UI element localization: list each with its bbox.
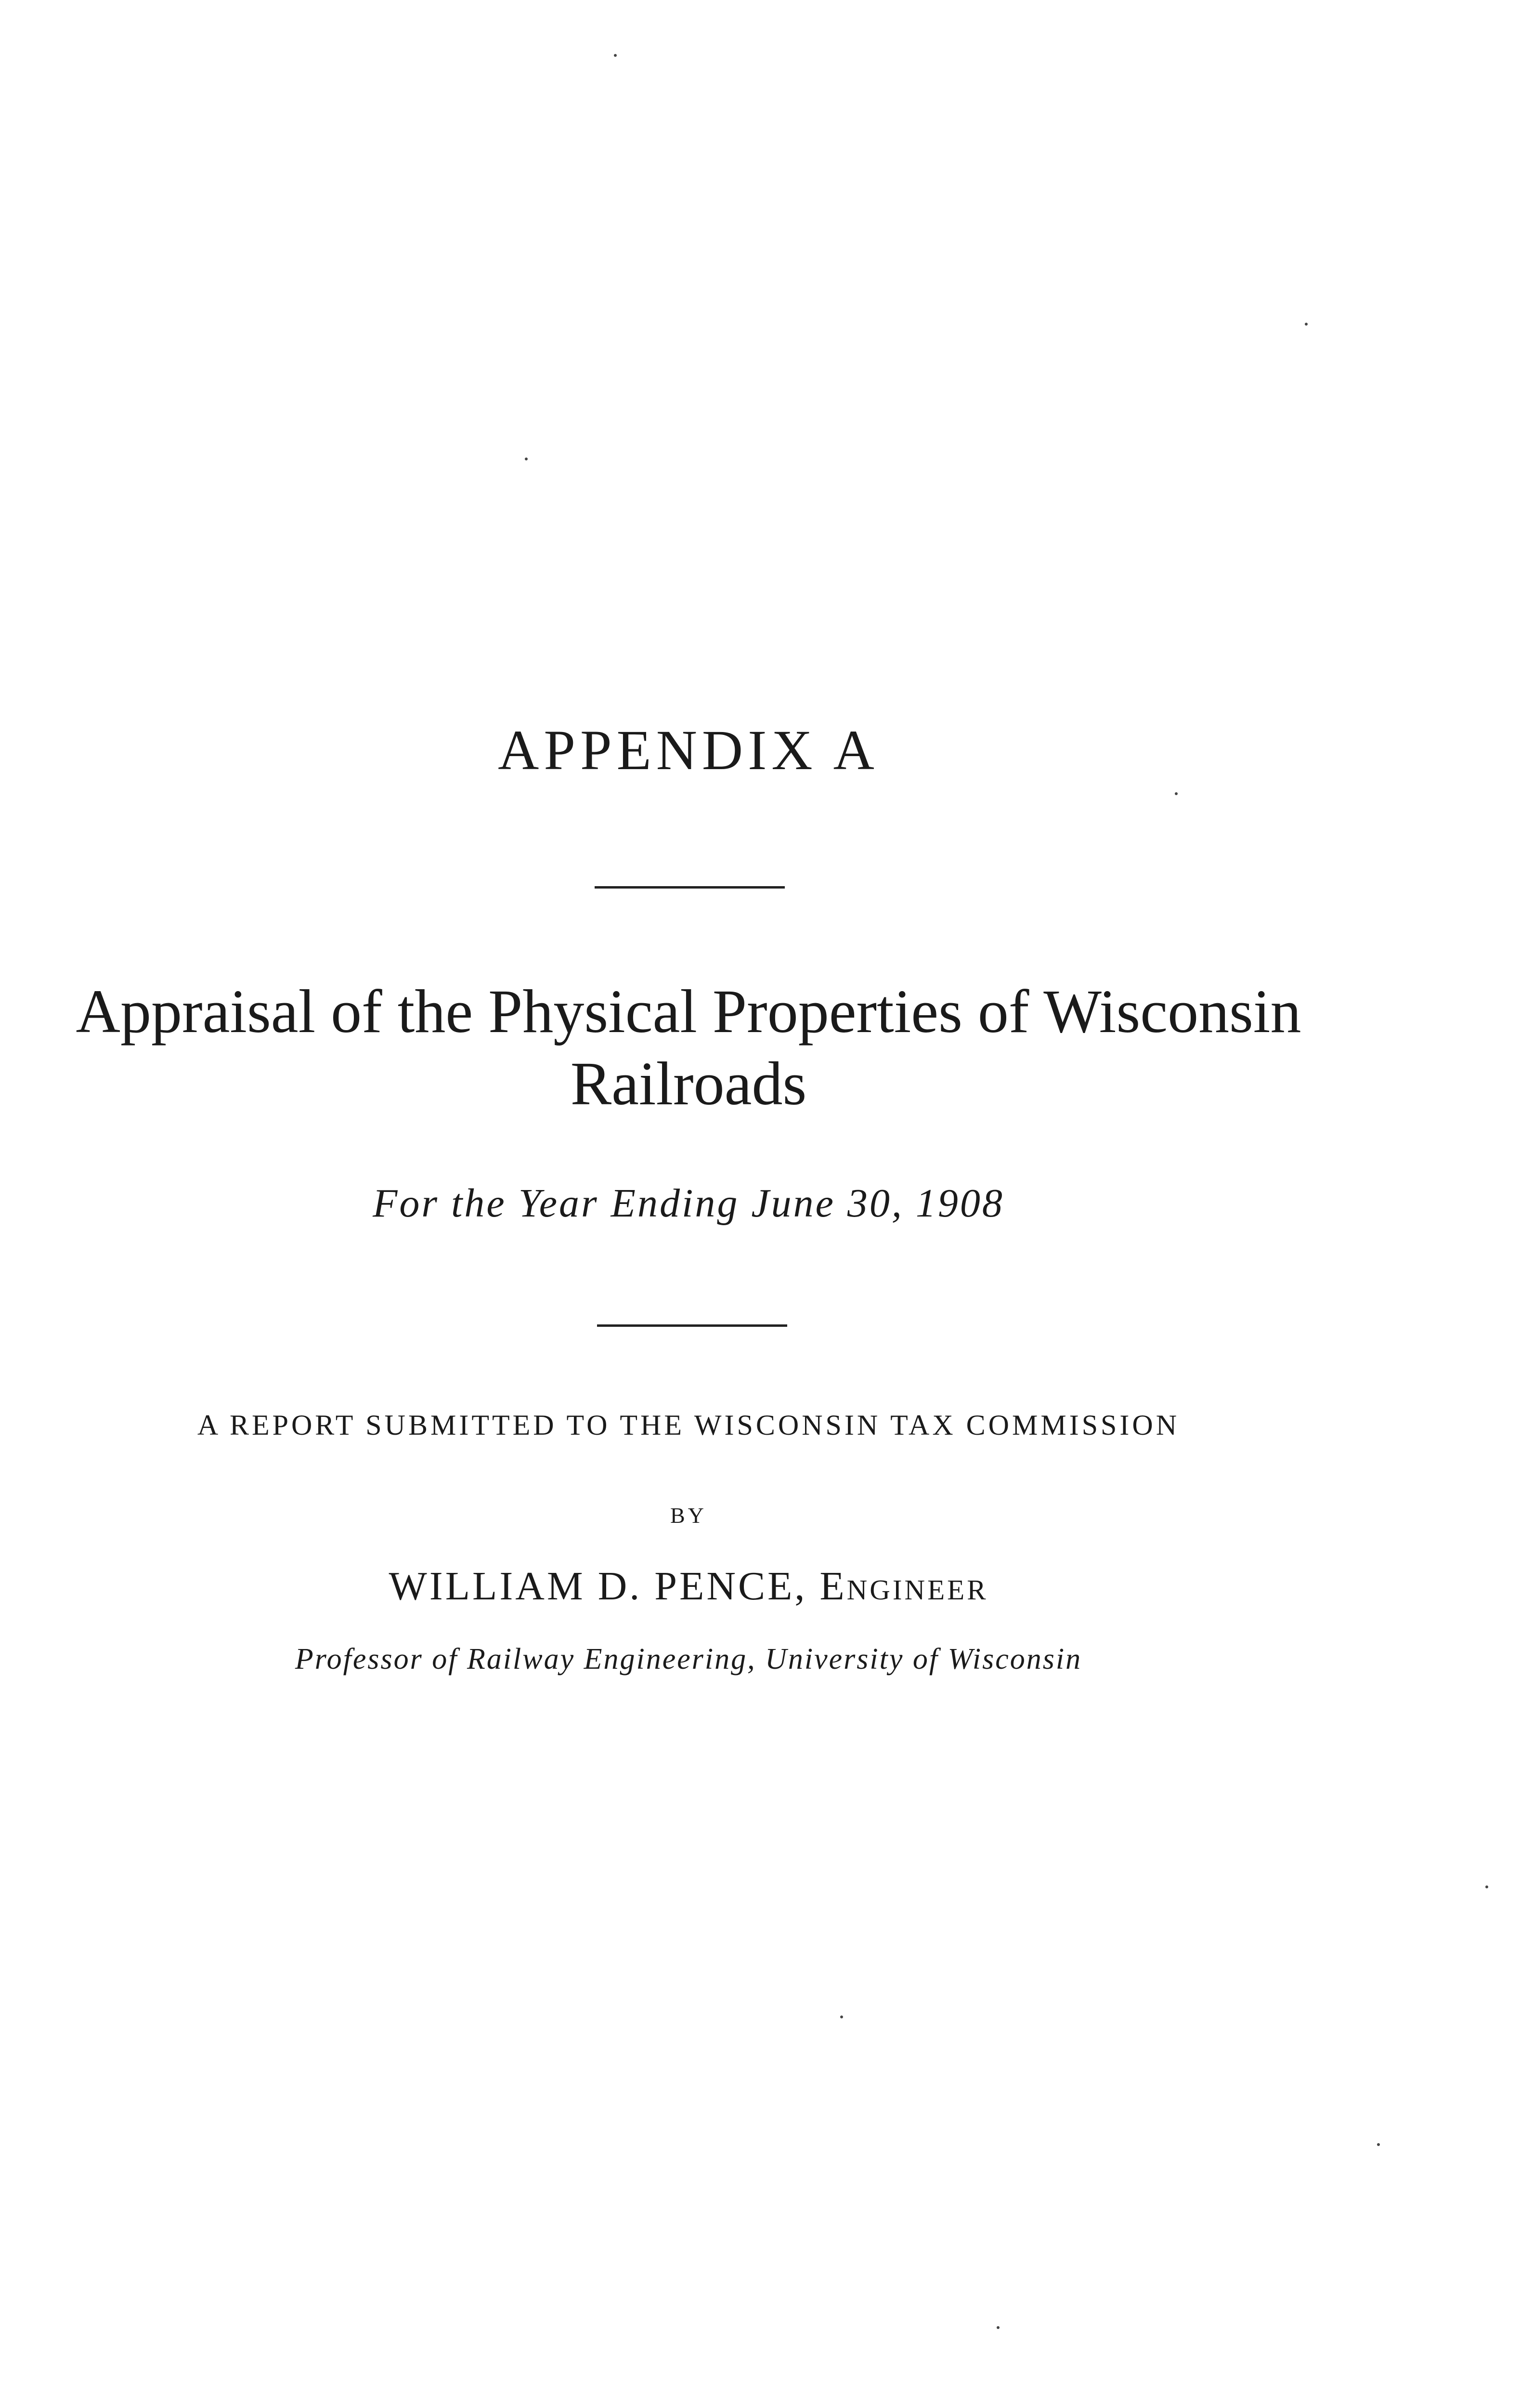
title-line-1: Appraisal of the Physical Properties of Wisconsin — [76, 977, 1301, 1046]
author-line — [0, 1563, 1377, 1610]
subtitle: For the Year Ending June 30, 1908 — [373, 1181, 1004, 1226]
author-name: WILLIAM D. PENCE, — [389, 1564, 807, 1609]
author-role: Engineer — [819, 1564, 988, 1609]
scan-speck — [1377, 2143, 1380, 2146]
scan-speck — [525, 458, 528, 460]
scan-speck — [1175, 792, 1178, 795]
scan-speck — [1485, 1885, 1488, 1888]
affiliation-line: Professor of Railway Engineering, University of Wisconsin — [295, 1643, 1082, 1675]
title-line-2: Railroads — [570, 1049, 807, 1118]
divider-rule-bottom — [597, 1324, 787, 1327]
report-line: A REPORT SUBMITTED TO THE WISCONSIN TAX COMMISSION — [197, 1409, 1180, 1441]
appendix-heading: APPENDIX A — [498, 719, 879, 782]
scan-speck — [997, 2326, 1000, 2329]
scan-speck — [614, 54, 617, 57]
divider-rule-top — [595, 886, 785, 889]
scan-speck — [840, 2015, 843, 2018]
by-line: BY — [670, 1503, 707, 1528]
scan-speck — [1305, 323, 1308, 326]
